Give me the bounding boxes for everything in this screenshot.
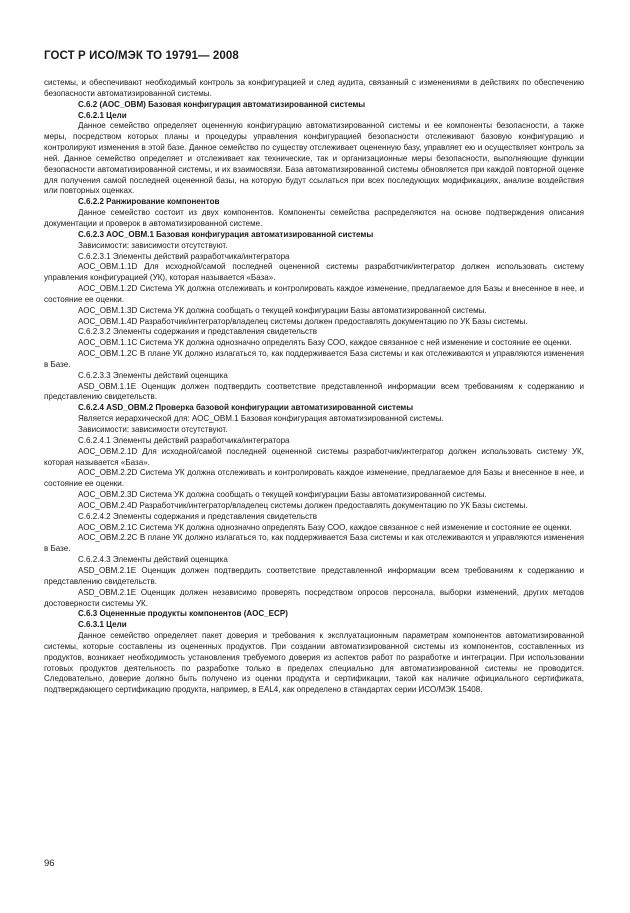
paragraph: Данное семейство определяет пакет доверия и требования к эксплуатационным параметрам компонентов автоматизированной системы, которые составлены из оцененных продуктов. При создании автоматизированной системы из компонентов, составленных из продуктов, возникает необходимость установления требуемого доверия из аспектов работ по разработке и интеграции. При использовании готовых продуктов деятельность по разработке только в пределах специально для автоматизированной системы не проводится. Следовательно, доверие должно быть получено из оценки продукта и сертификации, такой как наличие официального сертификата, подтверждающего сертификацию продукта, например, в EAL4, как определено в стандартах серии ИСО/МЭК 15408. [44,631,584,695]
paragraph: Зависимости: зависимости отсутствуют. [78,425,228,434]
paragraph: Данное семейство определяет оцененную конфигурацию автоматизированной системы и ее компоненты безопасности, а также меры, посредством которых планы и процедуры управления конфигурацией безопасности отслеживают базовую конфигурацию и контролируют изменения в этой базе. Данное семейство по существу отслеживает оцененную базу, управляет ею и осуществляет контроль за ней. Данное семейство определяет и отслеживает как технические, так и организационные меры безопасности, выполняющие функции безопасности автоматизированной системы, и их взаимосвязи. База автоматизированной системы обновляется при каждой повторной оценке для получения самой последней оцененной базы, на которую будут ссылаться при всех последующих модификациях, анализе воздействия или повторных оценках. [44,121,584,196]
page-header-title: ГОСТ Р ИСО/МЭК ТО 19791— 2008 [44,50,239,62]
paragraph: АОС_ОВМ.1.2С В плане УК должно излагаться то, как поддерживается База системы и как отслеживаются и управляются изменения в Базе. [44,349,584,369]
paragraph: С.6.2.3.3 Элементы действий оценщика [78,370,228,380]
paragraph: С.6.2.3.2 Элементы содержания и представления свидетельств [78,327,317,337]
section-heading: С.6.2.1 Цели [78,110,127,120]
section-heading: С.6.2.4 ASD_ОВМ.2 Проверка базовой конфигурации автоматизированной системы [78,403,414,413]
paragraph: Данное семейство состоит из двух компонентов. Компоненты семейства распределяются на основе подтверждения описания документации и проверок в автоматизированной системе. [44,208,584,228]
paragraph: АОС_ОВМ.2.2С В плане УК должно излагаться то, как поддерживается База системы и как отслеживаются и управляются изменения в Базе. [44,533,584,554]
paragraph: системы, и обеспечивают необходимый контроль за конфигурацией и след аудита, связанный с изменениями в действиях по обеспечению безопасности автоматизированной системы. [44,78,584,98]
paragraph: АОС_ОВМ.2.4D Разработчик/интегратор/владелец системы должен предоставлять документацию по УК Базы системы. [78,500,528,510]
section-heading: С.6.2.2 Ранжирование компонентов [78,197,220,207]
paragraph: С.6.2.3.1 Элементы действий разработчика/интегратора [78,251,290,261]
paragraph: АОС_ОВМ.1.3D Система УК должна сообщать о текущей конфигурации Базы автоматизированной системы. [78,305,487,315]
section-heading: С.6.3 Оцененные продукты компонентов (АОС_ЕСР) [78,609,288,619]
paragraph: АОС_ОВМ.2.1D Для исходной/самой последней оцененной системы разработчик/интегратор должен использовать систему УК, которая называется «База». [44,446,584,467]
paragraph: АОС_ОВМ.2.3D Система УК должна сообщать о текущей конфигурации Базы автоматизированной системы. [78,490,487,500]
paragraph: С.6.2.4.1 Элементы действий разработчика/интегратора [78,435,290,445]
paragraph: АОС_ОВМ.1.2D Система УК должна отслеживать и контролировать каждое изменение, предлагаемое для Базы и внесенное в нее, и состояние ее оценки. [44,284,584,304]
paragraph: Является иерархической для: АОС_ОВМ.1 Базовая конфигурация автоматизированной системы. [78,414,444,424]
paragraph: С.6.2.4.2 Элементы содержания и представления свидетельств [78,511,317,521]
paragraph: АОС_ОВМ.2.1С Система УК должна однозначно определять Базу СОО, каждое связанное с ней изменение и состояние ее оценки. [78,522,572,532]
page-number: 96 [44,858,55,869]
paragraph: ASD_ОВМ.1.1Е Оценщик должен подтвердить соответствие представленной информации всем требованиям к содержанию и представлению свидетельств. [44,381,584,402]
paragraph: ASD_ОВМ.2.1Е Оценщик должен независимо проверять посредством опросов персонала, выборки изменений, других методов достоверности системы УК. [44,587,584,608]
paragraph: ASD_ОВМ.2.1Е Оценщик должен подтвердить соответствие представленной информации всем требованиям к содержанию и представлению свидетельств. [44,565,584,586]
paragraph: Зависимости: зависимости отсутствуют. [78,240,228,250]
paragraph: АОС_ОВМ.1.1С Система УК должна однозначно определять Базу СОО, каждое связанное с ней изменение и состояние ее оценки. [78,338,572,348]
paragraph: АОС_ОВМ.2.2D Система УК должна отслеживать и контролировать каждое изменение, предлагаемое для Базы и внесенное в нее, и состояние ее оценки. [44,468,584,489]
paragraph: АОС_ОВМ.1.1D Для исходной/самой последней оцененной системы разработчик/интегратор должен использовать систему управления конфигурацией (УК), которая называется «База». [44,262,584,283]
section-heading: С.6.2 (АОС_ОВМ) Базовая конфигурация автоматизированной системы [78,99,366,109]
paragraph: С.6.2.4.3 Элементы действий оценщика [78,555,228,565]
section-heading: С.6.2.3 АОС_ОВМ.1 Базовая конфигурация автоматизированной системы [78,229,374,239]
section-heading: С.6.3.1 Цели [78,620,127,630]
document-body [44,78,584,696]
paragraph: АОС_ОВМ.1.4D Разработчик/интегратор/владелец системы должен предоставлять документацию по УК Базы системы. [78,316,528,326]
